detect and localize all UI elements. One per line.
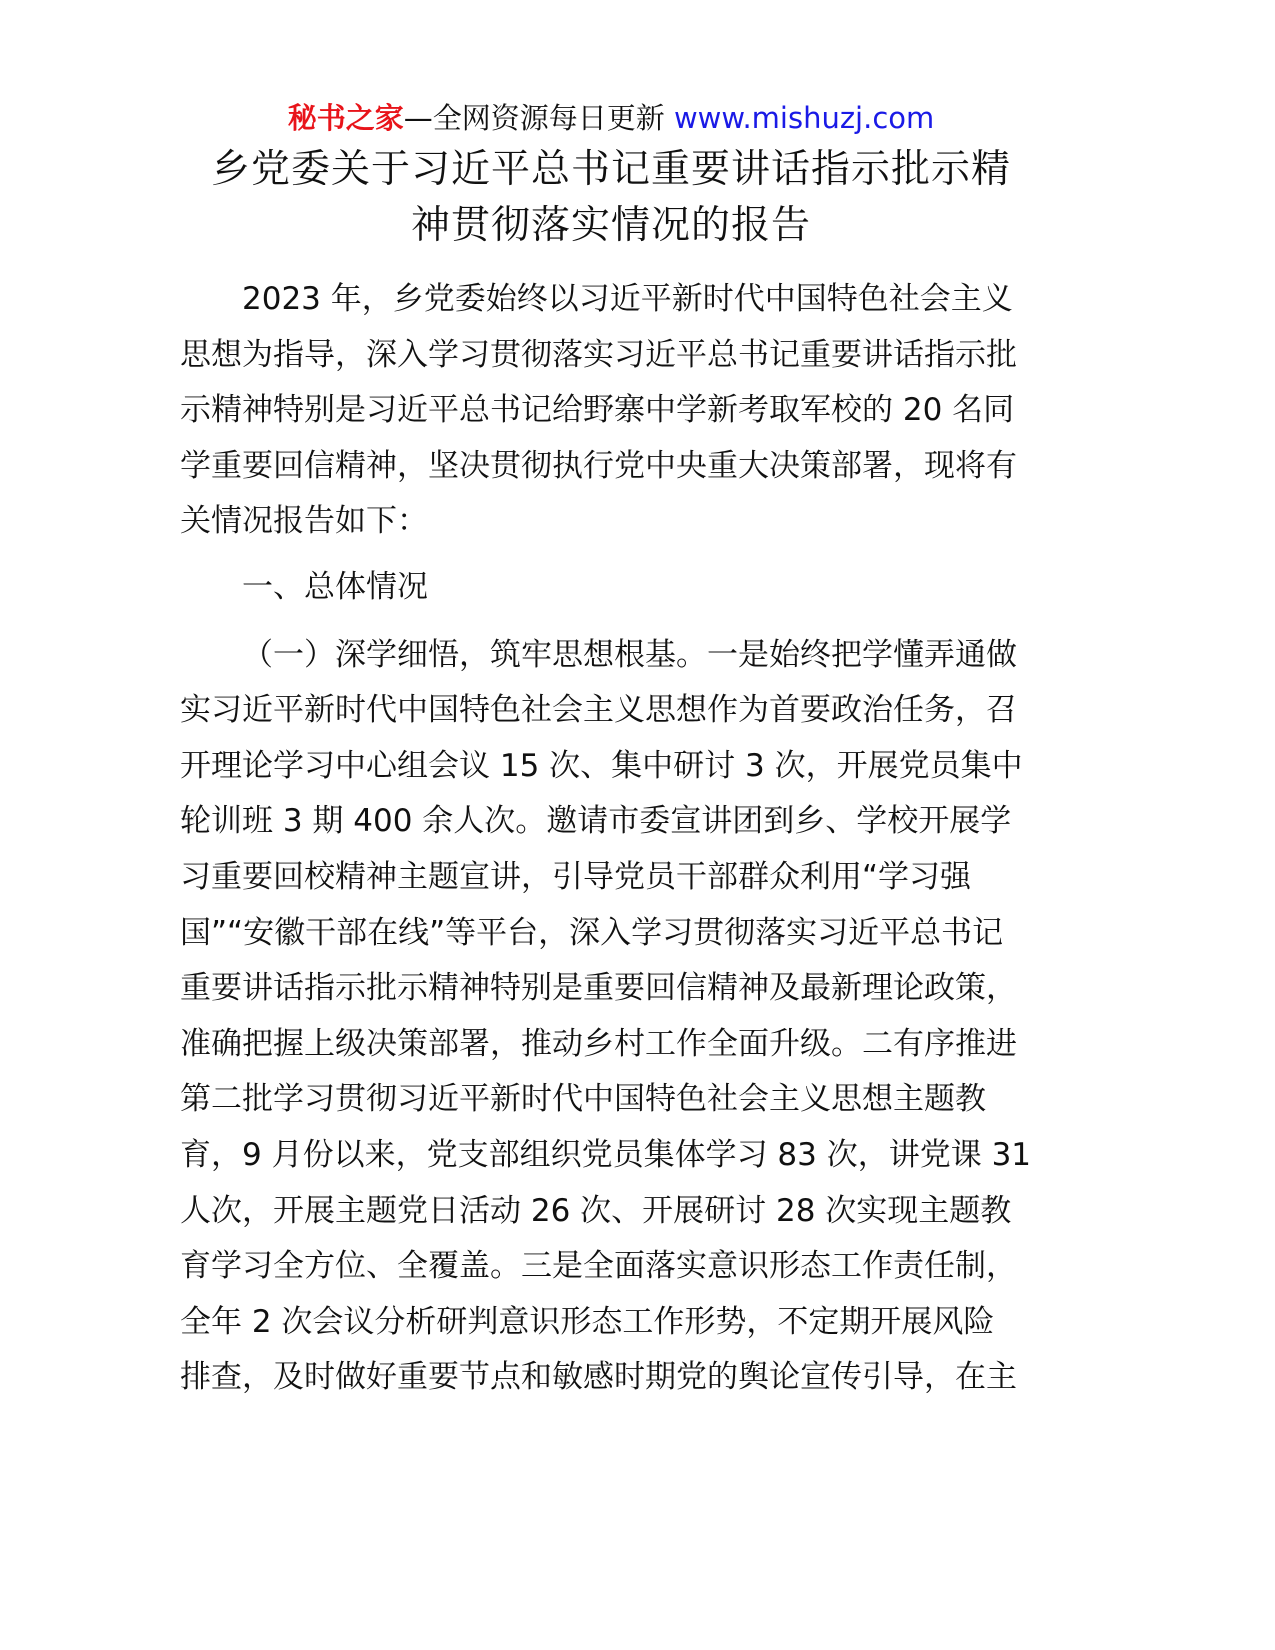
brand-name: 秘书之家	[287, 101, 404, 135]
site-url-link[interactable]: www.mishuzj.com	[673, 101, 935, 135]
text-line: 轮训班 3 期 400 余人次。邀请市委宣讲团到乡、学校开展学	[180, 803, 1012, 840]
text-line: 实习近平新时代中国特色社会主义思想作为首要政治任务，召	[180, 692, 1017, 729]
text-line: 人次，开展主题党日活动 26 次、开展研讨 28 次实现主题教	[180, 1192, 1012, 1229]
intro-paragraph	[180, 272, 1042, 550]
section-paragraph	[180, 628, 1042, 1406]
text-line: 关情况报告如下：	[180, 503, 428, 540]
document-page	[180, 96, 1042, 1406]
text-line: 育，9 月份以来，党支部组织党员集体学习 83 次，讲党课 31	[180, 1136, 1032, 1173]
text-line: 2023 年，乡党委始终以习近平新时代中国特色社会主义	[242, 281, 1013, 317]
text-line: 准确把握上级决策部署，推动乡村工作全面升级。二有序推进	[180, 1025, 1017, 1062]
section-heading: 一、总体情况	[242, 568, 428, 605]
site-header	[180, 96, 1042, 140]
text-line: 国”“安徽干部在线”等平台，深入学习贯彻落实习近平总书记	[180, 914, 1004, 951]
text-line: 重要讲话指示批示精神特别是重要回信精神及最新理论政策，	[180, 970, 1017, 1007]
title-line: 神贯彻落实情况的报告	[410, 203, 811, 248]
text-line: 示精神特别是习近平总书记给野寨中学新考取军校的 20 名同	[180, 392, 1015, 429]
text-line: 开理论学习中心组会议 15 次、集中研讨 3 次，开展党员集中	[180, 747, 1023, 784]
text-line: 习重要回校精神主题宣讲，引导党员干部群众利用“学习强	[180, 858, 972, 895]
text-line: （一）深学细悟，筑牢思想根基。一是始终把学懂弄通做	[242, 636, 1017, 673]
text-line: 学重要回信精神，坚决贯彻执行党中央重大决策部署，现将有	[180, 447, 1017, 484]
text-line: 思想为指导，深入学习贯彻落实习近平总书记重要讲话指示批	[180, 336, 1017, 373]
document-title	[180, 142, 1042, 254]
text-line: 排查，及时做好重要节点和敏感时期党的舆论宣传引导，在主	[180, 1359, 1017, 1396]
text-line: 全年 2 次会议分析研判意识形态工作形势，不定期开展风险	[180, 1303, 995, 1340]
text-line: 育学习全方位、全覆盖。三是全面落实意识形态工作责任制，	[180, 1248, 1017, 1285]
text-line: 第二批学习贯彻习近平新时代中国特色社会主义思想主题教	[180, 1081, 986, 1118]
header-tagline: —全网资源每日更新	[403, 101, 665, 135]
title-line: 乡党委关于习近平总书记重要讲话指示批示精	[210, 147, 1011, 192]
